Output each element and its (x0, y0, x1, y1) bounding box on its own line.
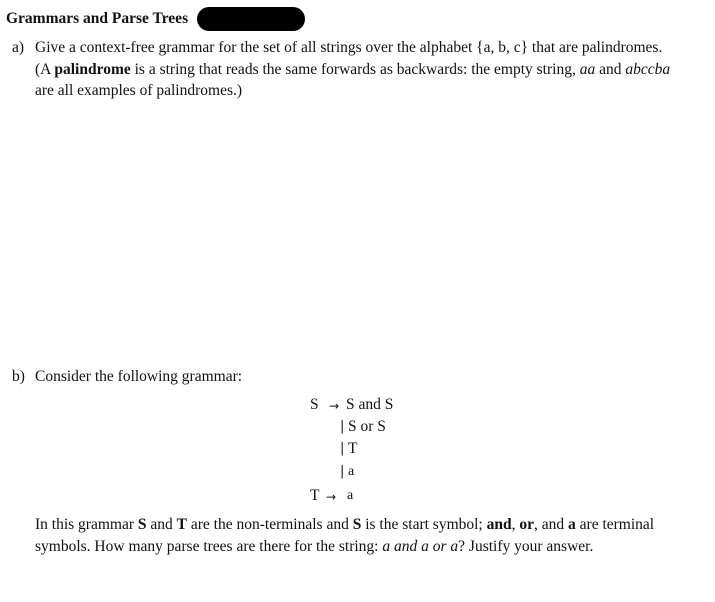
para-text: are terminal (575, 516, 655, 533)
alternative-bar: | (340, 419, 345, 434)
terminal-or: or (519, 516, 535, 533)
para-text: and (146, 516, 177, 533)
para-text: , and (534, 516, 569, 533)
part-a-text: (A (35, 61, 55, 78)
rule-arrow-icon: → (326, 490, 337, 504)
alternative-bar: | (340, 441, 345, 456)
grammar-s-rule-4: a (348, 464, 355, 479)
alternative-bar: | (340, 464, 345, 479)
part-a-text: is a string that reads the same forwards as backwards: the empty string, (130, 61, 580, 78)
grammar-t-rule: a (347, 488, 354, 503)
part-b-intro: Consider the following grammar: (35, 368, 243, 385)
part-b-label: b) (12, 368, 25, 385)
grammar-s-lhs: S (310, 396, 319, 413)
para-text: , (511, 516, 520, 533)
part-a-text: and (595, 61, 626, 78)
grammar-s-rule-3: T (348, 440, 358, 457)
part-a-line-1: Give a context-free grammar for the set of all strings over the alphabet {a, b, c} that are palindromes. (35, 39, 663, 56)
part-a-label: a) (12, 39, 25, 56)
nonterminal-s: S (137, 516, 147, 533)
start-symbol-s: S (352, 516, 362, 533)
para-text: is the start symbol; (361, 516, 487, 533)
part-b-paragraph-line-1 (35, 516, 654, 534)
palindrome-term: palindrome (54, 61, 131, 78)
grammar-s-rule-1: S and S (346, 396, 394, 413)
terminal-a: a (568, 516, 576, 533)
terminal-and: and (486, 516, 512, 533)
example-abccba: abccba (625, 61, 671, 78)
redaction-mark (197, 7, 305, 31)
grammar-t-lhs: T (310, 487, 320, 504)
part-a-line-2 (35, 61, 670, 79)
part-a-line-3: are all examples of palindromes.) (35, 82, 243, 99)
rule-arrow-icon: → (329, 399, 340, 413)
para-text: ? Justify your answer. (458, 538, 594, 555)
grammar-s-rule-2: S or S (348, 418, 386, 435)
para-text: In this grammar (35, 516, 138, 533)
nonterminal-t: T (176, 516, 187, 533)
para-text: symbols. How many parse trees are there for the string: (35, 538, 383, 555)
example-aa: aa (579, 61, 596, 78)
page-title: Grammars and Parse Trees (6, 10, 189, 27)
part-b-paragraph-line-2 (35, 538, 593, 556)
para-text: are the non-terminals and (187, 516, 353, 533)
input-string: a and a or a (382, 538, 459, 555)
